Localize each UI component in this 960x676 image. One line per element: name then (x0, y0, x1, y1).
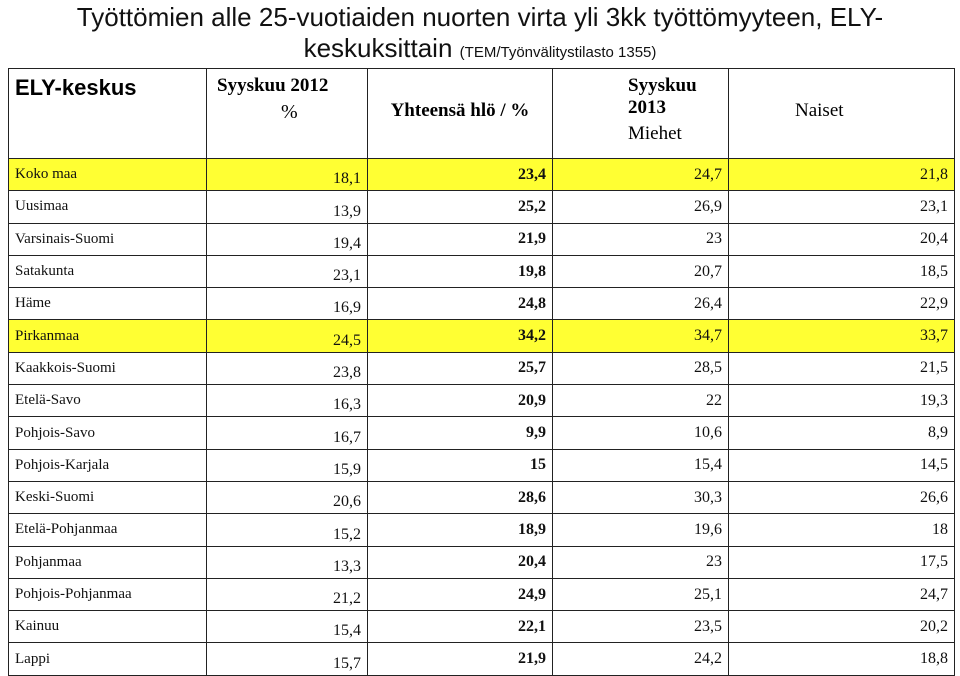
region-name: Pohjanmaa (9, 546, 207, 578)
cell-yhteensa: 18,9 (368, 514, 553, 546)
region-name: Lappi (9, 643, 207, 675)
cell-syyskuu-2012: 18,1 (207, 159, 368, 191)
table-row (9, 449, 955, 481)
cell-syyskuu-2012: 23,8 (207, 352, 368, 384)
cell-syyskuu-2012: 13,3 (207, 546, 368, 578)
ely-table (8, 68, 955, 676)
cell-syyskuu-2012: 19,4 (207, 223, 368, 255)
cell-yhteensa: 24,9 (368, 578, 553, 610)
region-name: Etelä-Savo (9, 385, 207, 417)
header-ely: ELY-keskus (9, 69, 207, 159)
cell-miehet: 25,1 (553, 578, 729, 610)
cell-miehet: 20,7 (553, 255, 729, 287)
cell-miehet: 19,6 (553, 514, 729, 546)
cell-naiset: 19,3 (729, 385, 955, 417)
cell-naiset: 20,4 (729, 223, 955, 255)
cell-naiset: 22,9 (729, 288, 955, 320)
table-row (9, 514, 955, 546)
region-name: Varsinais-Suomi (9, 223, 207, 255)
header-syyskuu-2012-label: Syyskuu 2012 (217, 75, 329, 96)
region-name: Kaakkois-Suomi (9, 352, 207, 384)
table-row (9, 578, 955, 610)
cell-miehet: 28,5 (553, 352, 729, 384)
table-header-row (9, 69, 955, 159)
cell-syyskuu-2012: 21,2 (207, 578, 368, 610)
region-name: Koko maa (9, 159, 207, 191)
cell-yhteensa: 20,4 (368, 546, 553, 578)
region-name: Pirkanmaa (9, 320, 207, 352)
cell-yhteensa: 21,9 (368, 643, 553, 675)
table-row (9, 546, 955, 578)
cell-syyskuu-2012: 15,9 (207, 449, 368, 481)
title-line-1: Työttömien alle 25-vuotiaiden nuorten virta yli 3kk työttömyyteen, ELY- (76, 2, 884, 32)
cell-syyskuu-2012: 16,3 (207, 385, 368, 417)
table-row (9, 159, 955, 191)
header-syyskuu-2013 (553, 69, 729, 159)
cell-naiset: 24,7 (729, 578, 955, 610)
header-syyskuu-2013-label: Syyskuu 2013 (628, 75, 697, 118)
table-row (9, 223, 955, 255)
table-row (9, 417, 955, 449)
table-row (9, 352, 955, 384)
page-title (0, 2, 960, 69)
cell-miehet: 30,3 (553, 481, 729, 513)
cell-miehet: 22 (553, 385, 729, 417)
cell-miehet: 23 (553, 223, 729, 255)
cell-miehet: 34,7 (553, 320, 729, 352)
cell-yhteensa: 34,2 (368, 320, 553, 352)
cell-yhteensa: 24,8 (368, 288, 553, 320)
region-name: Kainuu (9, 611, 207, 643)
table-row (9, 385, 955, 417)
header-pct: % (281, 101, 298, 123)
cell-yhteensa: 19,8 (368, 255, 553, 287)
cell-syyskuu-2012: 16,7 (207, 417, 368, 449)
header-naiset: Naiset (729, 69, 955, 159)
region-name: Pohjois-Pohjanmaa (9, 578, 207, 610)
cell-naiset: 14,5 (729, 449, 955, 481)
table-row (9, 481, 955, 513)
cell-naiset: 17,5 (729, 546, 955, 578)
cell-yhteensa: 23,4 (368, 159, 553, 191)
cell-miehet: 24,2 (553, 643, 729, 675)
header-miehet: Miehet (628, 123, 682, 144)
table-row (9, 191, 955, 223)
cell-yhteensa: 28,6 (368, 481, 553, 513)
table-row (9, 611, 955, 643)
cell-naiset: 18,5 (729, 255, 955, 287)
table-body (9, 159, 955, 676)
region-name: Keski-Suomi (9, 481, 207, 513)
cell-syyskuu-2012: 16,9 (207, 288, 368, 320)
cell-miehet: 26,4 (553, 288, 729, 320)
cell-syyskuu-2012: 15,2 (207, 514, 368, 546)
region-name: Pohjois-Karjala (9, 449, 207, 481)
cell-miehet: 15,4 (553, 449, 729, 481)
cell-syyskuu-2012: 15,4 (207, 611, 368, 643)
region-name: Etelä-Pohjanmaa (9, 514, 207, 546)
cell-naiset: 18,8 (729, 643, 955, 675)
table-row (9, 255, 955, 287)
cell-yhteensa: 22,1 (368, 611, 553, 643)
cell-naiset: 26,6 (729, 481, 955, 513)
cell-naiset: 21,8 (729, 159, 955, 191)
cell-syyskuu-2012: 13,9 (207, 191, 368, 223)
cell-yhteensa: 20,9 (368, 385, 553, 417)
cell-syyskuu-2012: 23,1 (207, 255, 368, 287)
cell-miehet: 23,5 (553, 611, 729, 643)
region-name: Pohjois-Savo (9, 417, 207, 449)
region-name: Häme (9, 288, 207, 320)
cell-miehet: 23 (553, 546, 729, 578)
cell-miehet: 24,7 (553, 159, 729, 191)
cell-yhteensa: 21,9 (368, 223, 553, 255)
cell-naiset: 18 (729, 514, 955, 546)
cell-syyskuu-2012: 20,6 (207, 481, 368, 513)
cell-yhteensa: 9,9 (368, 417, 553, 449)
cell-syyskuu-2012: 15,7 (207, 643, 368, 675)
cell-naiset: 21,5 (729, 352, 955, 384)
cell-yhteensa: 25,7 (368, 352, 553, 384)
cell-syyskuu-2012: 24,5 (207, 320, 368, 352)
title-source: (TEM/Työnvälitystilasto 1355) (459, 44, 657, 61)
table-row (9, 643, 955, 675)
header-syyskuu-2012 (207, 69, 368, 159)
region-name: Satakunta (9, 255, 207, 287)
table-row (9, 288, 955, 320)
region-name: Uusimaa (9, 191, 207, 223)
title-line-2-text: keskuksittain (303, 33, 453, 63)
header-yhteensa: Yhteensä hlö / % (368, 69, 553, 159)
cell-naiset: 23,1 (729, 191, 955, 223)
cell-miehet: 26,9 (553, 191, 729, 223)
cell-miehet: 10,6 (553, 417, 729, 449)
cell-naiset: 33,7 (729, 320, 955, 352)
title-line-2 (0, 32, 960, 69)
table-row (9, 320, 955, 352)
cell-yhteensa: 15 (368, 449, 553, 481)
cell-naiset: 8,9 (729, 417, 955, 449)
cell-yhteensa: 25,2 (368, 191, 553, 223)
cell-naiset: 20,2 (729, 611, 955, 643)
